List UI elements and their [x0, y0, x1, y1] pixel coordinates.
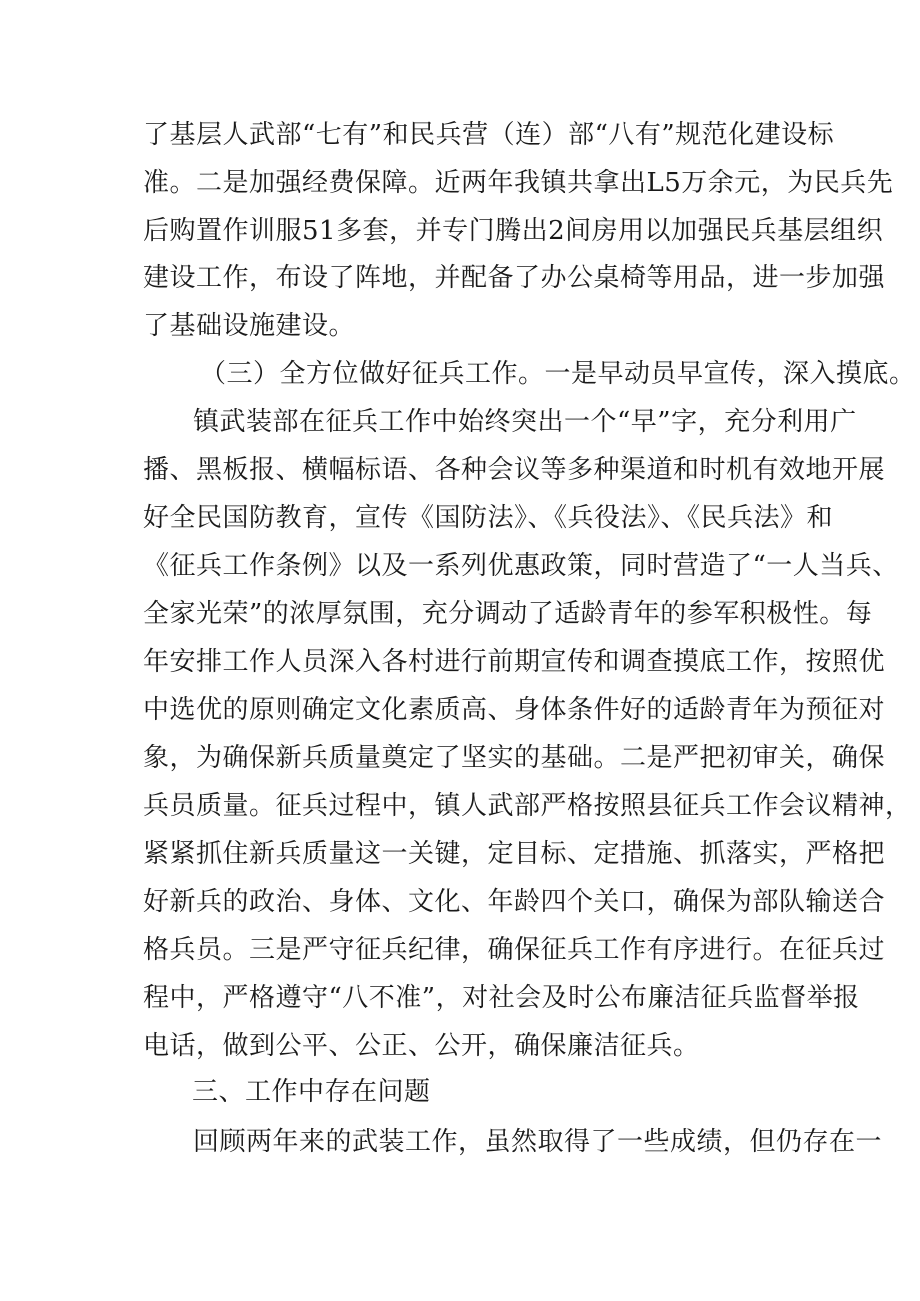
text-line: 好全民国防教育，宣传《国防法》、《兵役法》、《民兵法》和 — [143, 503, 834, 533]
text-line: 年安排工作人员深入各村进行前期宣传和调查摸底工作，按照优 — [143, 647, 886, 677]
text-line: 电话，做到公平、公正、公开，确保廉洁征兵。 — [143, 1031, 700, 1061]
text-line: 建设工作，布设了阵地，并配备了办公桌椅等用品，进一步加强 — [143, 263, 886, 293]
text-line: 中选优的原则确定文化素质高、身体条件好的适龄青年为预征对 — [143, 695, 886, 725]
text-line: 播、黑板报、横幅标语、各种会议等多种渠道和时机有效地开展 — [143, 455, 886, 485]
text-line: 紧紧抓住新兵质量这一关键，定目标、定措施、抓落实，严格把 — [143, 839, 886, 869]
section-heading: 三、工作中存在问题 — [192, 1077, 431, 1107]
text-line: 象，为确保新兵质量奠定了坚实的基础。二是严把初审关，确保 — [143, 743, 886, 773]
text-line: 准。二是加强经费保障。近两年我镇共拿出L5万余元，为民兵先 — [143, 168, 894, 198]
text-line: 兵员质量。征兵过程中，镇人武部严格按照县征兵工作会议精神， — [143, 791, 912, 821]
text-line: 了基础设施建设。 — [143, 311, 356, 341]
text-line: 镇武装部在征兵工作中始终突出一个“早”字，充分利用广 — [193, 407, 857, 437]
text-line: 程中，严格遵守“八不准”，对社会及时公布廉洁征兵监督举报 — [143, 983, 860, 1013]
text-line: 回顾两年来的武装工作，虽然取得了一些成绩，但仍存在一 — [193, 1127, 883, 1157]
text-line: 全家光荣”的浓厚氛围，充分调动了适龄青年的参军积极性。每 — [143, 599, 873, 629]
text-line: 《征兵工作条例》以及一系列优惠政策，同时营造了“一人当兵、 — [143, 551, 899, 581]
text-line: 格兵员。三是严守征兵纪律，确保征兵工作有序进行。在征兵过 — [143, 935, 886, 965]
text-line: 后购置作训服51多套，并专门腾出2间房用以加强民兵基层组织 — [143, 216, 884, 246]
text-line: 了基层人武部“七有”和民兵营（连）部“八有”规范化建设标 — [143, 120, 835, 150]
text-line: 好新兵的政治、身体、文化、年龄四个关口，确保为部队输送合 — [143, 887, 886, 917]
section-heading: （三）全方位做好征兵工作。一是早动员早宣传，深入摸底。 — [200, 359, 916, 389]
